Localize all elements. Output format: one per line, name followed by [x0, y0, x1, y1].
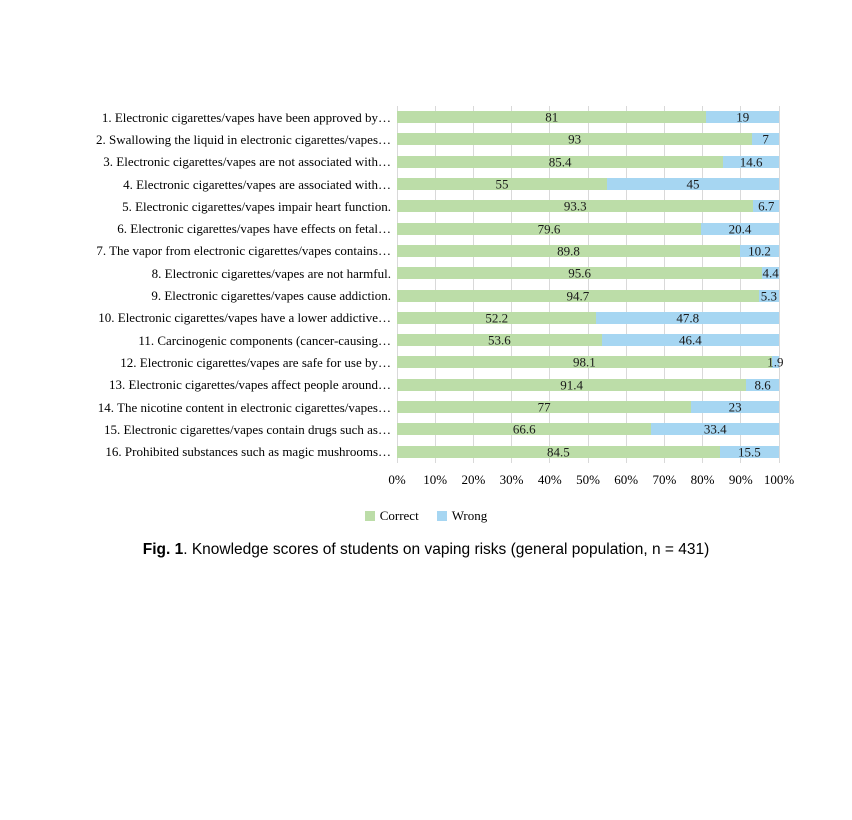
- bar-row: [0, 173, 852, 195]
- x-tick-label: 50%: [576, 472, 600, 487]
- bar-row: [0, 128, 852, 150]
- value-label-correct: 94.7: [566, 288, 590, 304]
- bar-track: [397, 223, 779, 235]
- category-label: 1. Electronic cigarettes/vapes have been approved by…: [101, 109, 391, 125]
- x-tick-label: 60%: [614, 472, 639, 487]
- bar-track: [397, 200, 779, 212]
- category-label: 5. Electronic cigarettes/vapes impair heart function.: [122, 198, 391, 214]
- bar-row: [0, 284, 852, 306]
- bar-track: [397, 354, 784, 370]
- category-label: 13. Electronic cigarettes/vapes affect people around…: [108, 377, 391, 393]
- bar-row: [0, 106, 852, 128]
- category-label: 9. Electronic cigarettes/vapes cause addiction.: [151, 288, 391, 304]
- bar-row: [0, 329, 852, 351]
- value-label-correct: 98.1: [572, 354, 596, 370]
- value-label-wrong: 45: [686, 176, 700, 192]
- x-tick-label: 100%: [763, 472, 795, 487]
- bar-row: [0, 440, 852, 462]
- bar-track: [397, 133, 779, 145]
- bar-track: [397, 401, 779, 413]
- bar-row: [0, 262, 852, 284]
- category-label: 10. Electronic cigarettes/vapes have a lower addictive…: [98, 310, 391, 326]
- legend-item-wrong: [437, 508, 488, 524]
- category-label: 6. Electronic cigarettes/vapes have effects on fetal…: [117, 221, 391, 237]
- bar-row: [0, 240, 852, 262]
- x-tick-label: 30%: [499, 472, 524, 487]
- x-tick-label: 80%: [690, 472, 715, 487]
- bar-row: [0, 374, 852, 396]
- bar-track: [397, 379, 779, 391]
- value-label-wrong: 5.3: [760, 288, 777, 304]
- x-tick-label: 0%: [388, 472, 406, 487]
- value-label-correct: 79.6: [537, 221, 561, 237]
- value-label-correct: 55: [495, 176, 509, 192]
- bar-track: [397, 446, 779, 458]
- x-tick-label: 40%: [537, 472, 562, 487]
- value-label-wrong: 47.8: [676, 310, 700, 326]
- category-label: 15. Electronic cigarettes/vapes contain drugs such as…: [104, 421, 391, 437]
- legend: [0, 508, 852, 524]
- category-label: 11. Carcinogenic components (cancer-causing…: [138, 332, 391, 348]
- x-tick-label: 20%: [461, 472, 486, 487]
- caption-label: Fig. 1: [142, 541, 184, 558]
- value-label-correct: 84.5: [547, 444, 570, 460]
- value-label-wrong: 19: [736, 109, 750, 125]
- category-label: 4. Electronic cigarettes/vapes are associated with…: [123, 176, 391, 192]
- bar-track: [397, 267, 779, 279]
- value-label-wrong: 20.4: [728, 221, 752, 237]
- legend-label: Correct: [379, 508, 419, 523]
- value-label-wrong: 14.6: [739, 154, 763, 170]
- category-label: 8. Electronic cigarettes/vapes are not harmful.: [151, 265, 391, 281]
- value-label-wrong: 7: [762, 131, 769, 147]
- bar-row: [0, 418, 852, 440]
- caption-text: . Knowledge scores of students on vaping risks (general population, n = 431): [183, 541, 710, 558]
- figure-caption: [0, 541, 852, 559]
- value-label-wrong: 6.7: [758, 198, 775, 214]
- bar-row: [0, 151, 852, 173]
- value-label-wrong: 4.4: [762, 265, 779, 281]
- x-tick-label: 70%: [652, 472, 677, 487]
- category-label: 2. Swallowing the liquid in electronic cigarettes/vapes…: [96, 131, 391, 147]
- legend-swatch-wrong: [437, 511, 447, 521]
- value-label-wrong: 1.9: [767, 354, 784, 370]
- bar-track: [397, 312, 779, 324]
- bar-track: [397, 178, 779, 190]
- value-label-wrong: 23: [728, 399, 742, 415]
- bar-track: [397, 334, 779, 346]
- category-label: 7. The vapor from electronic cigarettes/vapes contains…: [96, 243, 391, 259]
- x-tick-label: 90%: [728, 472, 753, 487]
- bar-rows: [0, 106, 852, 463]
- value-label-wrong: 8.6: [754, 377, 771, 393]
- value-label-wrong: 46.4: [679, 332, 702, 348]
- x-tick-label: 10%: [423, 472, 448, 487]
- bar-row: [0, 351, 852, 373]
- bar-row: [0, 307, 852, 329]
- bar-track: [397, 245, 779, 257]
- value-label-correct: 66.6: [512, 421, 536, 437]
- value-label-correct: 52.2: [485, 310, 509, 326]
- category-label: 3. Electronic cigarettes/vapes are not associated with…: [103, 154, 391, 170]
- bar-row: [0, 195, 852, 217]
- bar-track: [397, 156, 779, 168]
- bar-track: [397, 290, 779, 302]
- value-label-wrong: 10.2: [748, 243, 771, 259]
- category-label: 16. Prohibited substances such as magic mushrooms…: [105, 444, 391, 460]
- legend-label: Wrong: [451, 508, 488, 523]
- category-label: 14. The nicotine content in electronic cigarettes/vapes…: [97, 399, 391, 415]
- bar-track: [397, 423, 779, 435]
- value-label-correct: 85.4: [548, 154, 572, 170]
- bar-track: [397, 111, 779, 123]
- value-label-correct: 91.4: [560, 377, 583, 393]
- value-label-wrong: 33.4: [703, 421, 727, 437]
- value-label-correct: 89.8: [557, 243, 580, 259]
- value-label-correct: 93: [568, 131, 582, 147]
- value-label-correct: 95.6: [568, 265, 591, 281]
- x-axis: [388, 472, 795, 490]
- value-label-wrong: 15.5: [738, 444, 761, 460]
- legend-item-correct: [365, 508, 419, 524]
- value-label-correct: 81: [545, 109, 559, 125]
- category-label: 12. Electronic cigarettes/vapes are safe for use by…: [120, 354, 391, 370]
- value-label-correct: 77: [537, 399, 551, 415]
- value-label-correct: 53.6: [488, 332, 511, 348]
- value-label-correct: 93.3: [563, 198, 587, 214]
- legend-swatch-correct: [365, 511, 375, 521]
- bar-row: [0, 396, 852, 418]
- bar-row: [0, 217, 852, 239]
